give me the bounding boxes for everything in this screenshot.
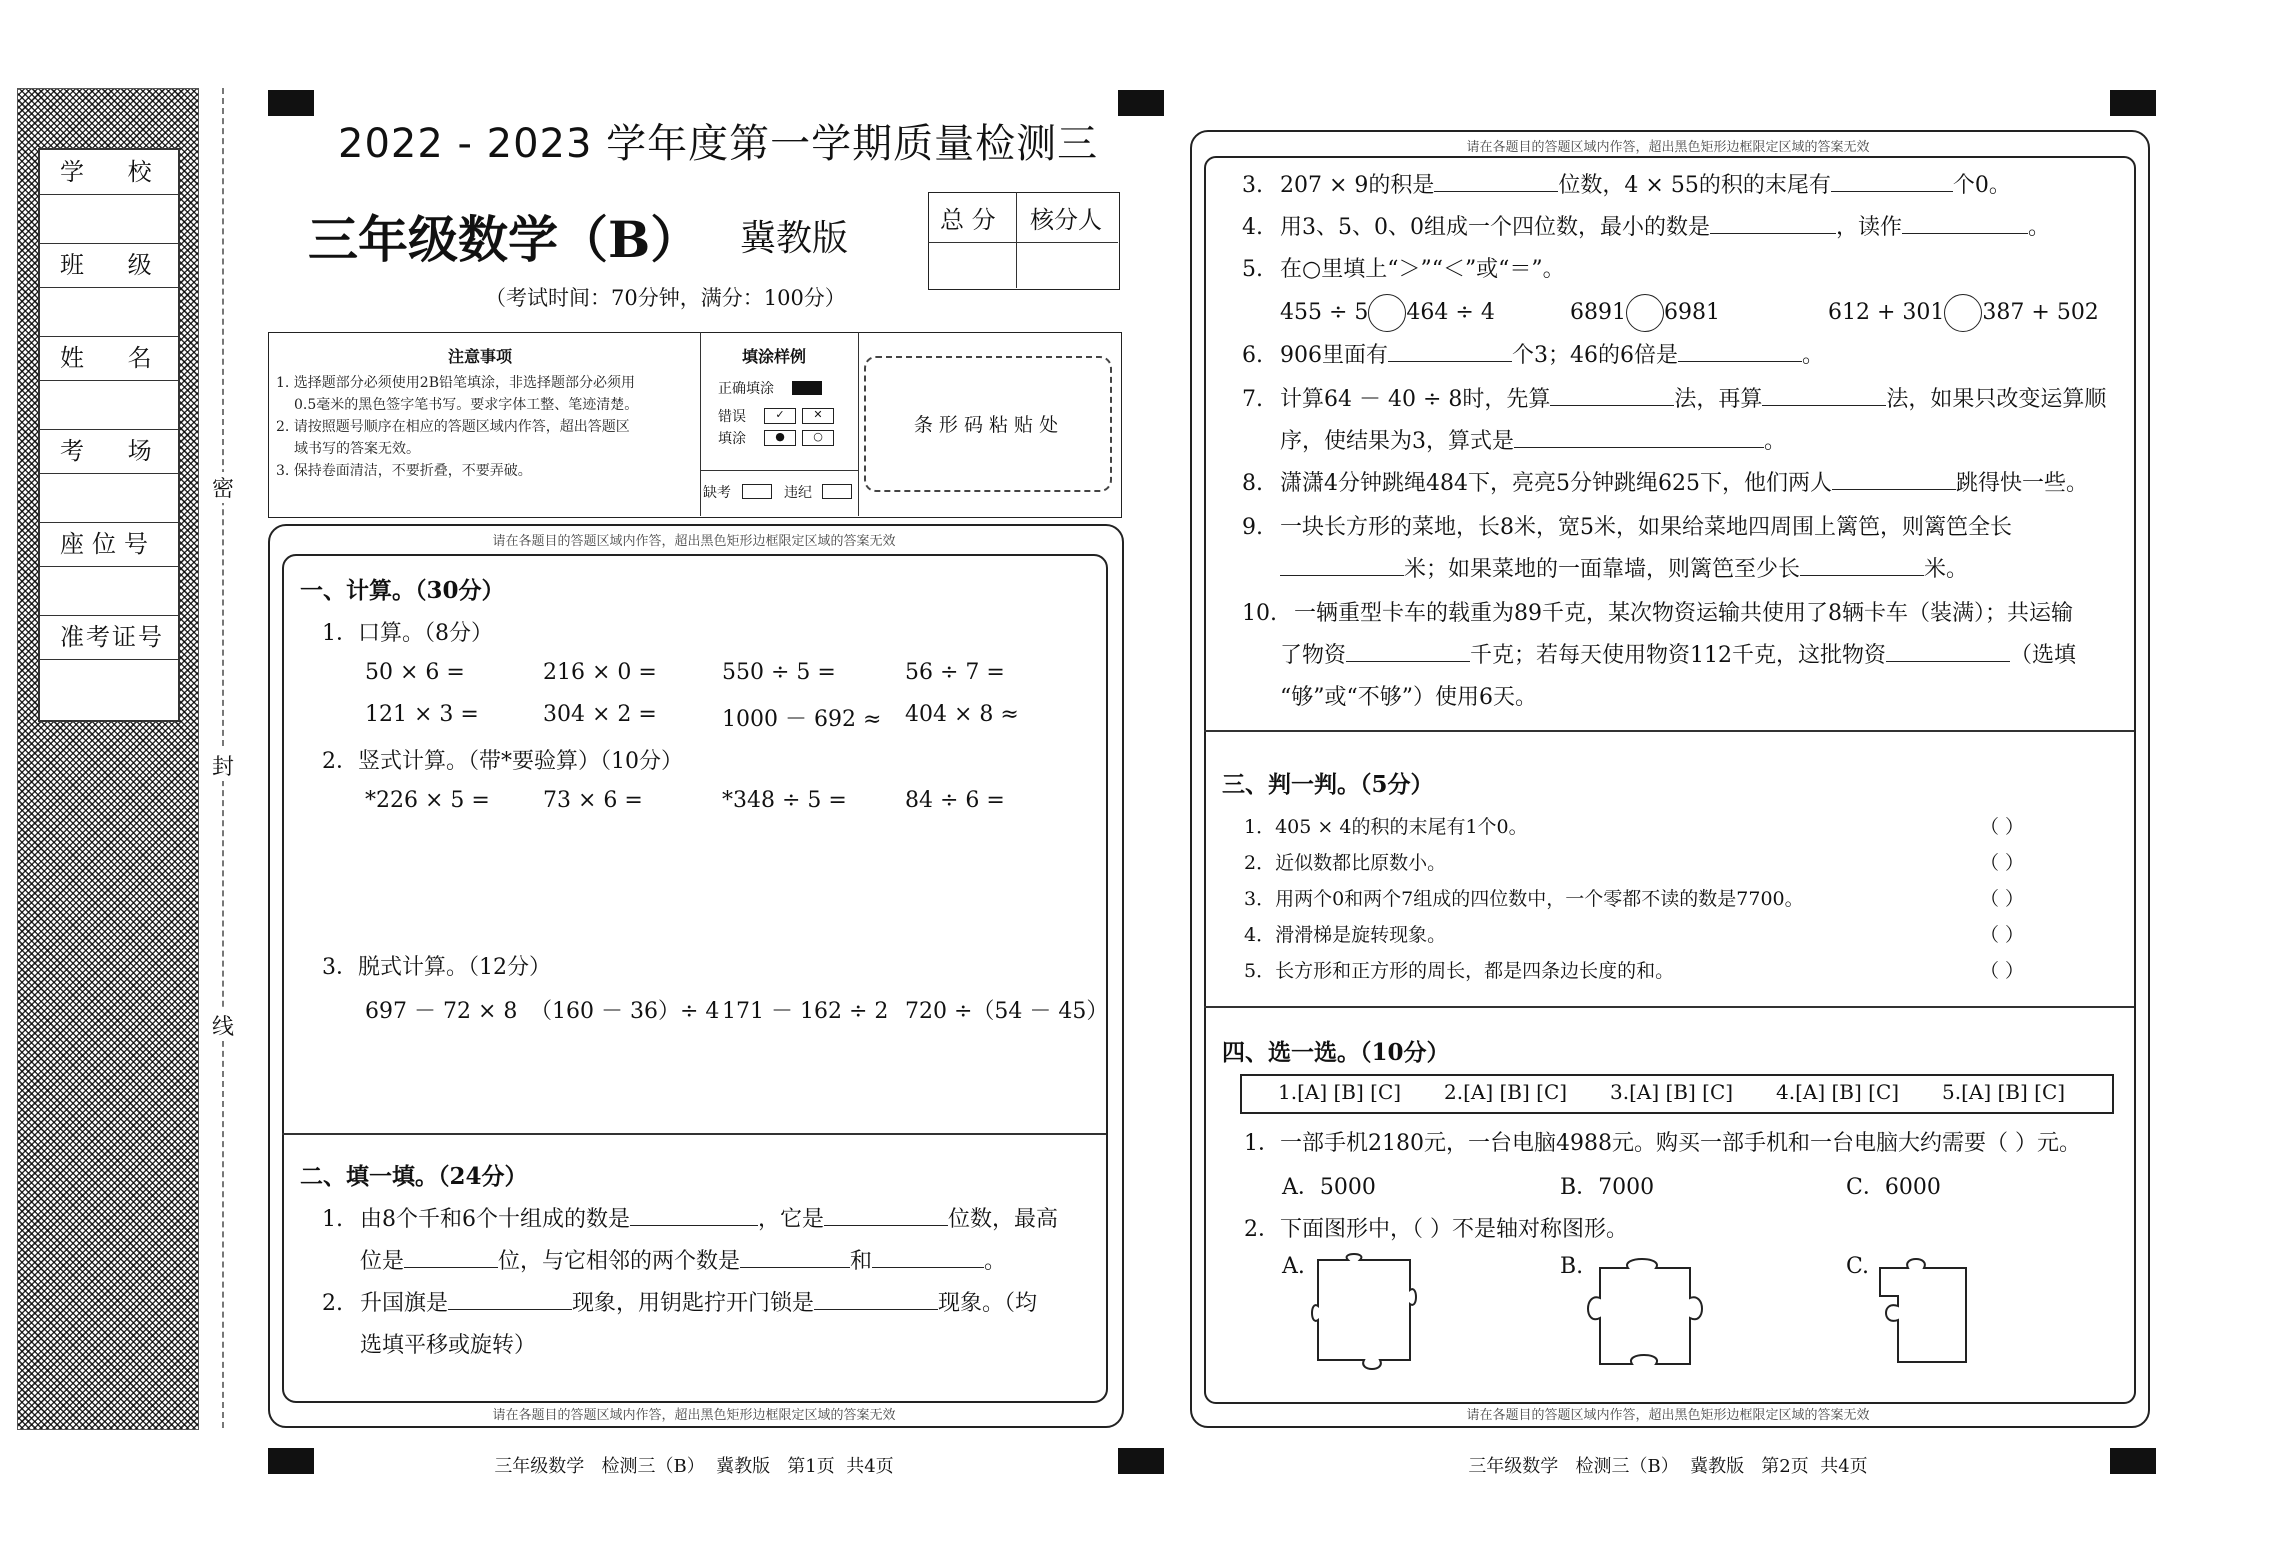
notice-item: 2. 请按照题号顺序在相应的答题区域内作答，超出答题区 xyxy=(276,419,630,435)
notice-item: 0.5毫米的黑色签字笔书写。要求字体工整、笔迹清楚。 xyxy=(294,397,639,413)
q2-title: 2．竖式计算。（带*要验算）（10分） xyxy=(322,749,683,774)
vertical-calc: *226 × 5 = xyxy=(365,788,490,813)
vertical-calc: *348 ÷ 5 = xyxy=(722,788,847,813)
notice-item: 1. 选择题部分必须使用2B铅笔填涂，非选择题部分必须用 xyxy=(276,375,636,391)
info-label-name: 姓 名 xyxy=(40,336,178,381)
oral-calc: 50 × 6 = xyxy=(365,660,465,685)
answer-bubble-group[interactable]: 4.[A] [B] [C] xyxy=(1776,1080,1900,1104)
violation-box[interactable] xyxy=(822,484,852,499)
exam-time-info: （考试时间：70分钟，满分：100分） xyxy=(485,286,846,310)
q-text: 现象。（均 xyxy=(938,1291,1038,1316)
exam-title: 2022 - 2023 学年度第一学期质量检测三 xyxy=(338,121,1099,167)
answer-blank[interactable] xyxy=(1886,643,2010,662)
answer-blank[interactable] xyxy=(1514,429,1764,448)
answer-blank[interactable] xyxy=(1710,215,1836,234)
puzzle-shape-c xyxy=(1868,1256,1978,1376)
boundary-notice: 请在各题目的答题区域内作答，超出黑色矩形边框限定区域的答案无效 xyxy=(492,1408,896,1423)
q-text: 现象，用钥匙拧开门锁是 xyxy=(572,1291,815,1316)
room-field[interactable] xyxy=(40,474,178,523)
oral-calc: 304 × 2 = xyxy=(543,702,657,727)
compare-left: 6891 xyxy=(1570,300,1626,325)
info-label-room: 考 场 xyxy=(40,429,178,474)
q-number: 8. xyxy=(1242,471,1263,496)
q-text: 计算64 － 40 ÷ 8时，先算 xyxy=(1280,387,1551,412)
page2-footer: 三年级数学 检测三（B） 冀教版 第2页 共4页 xyxy=(1468,1456,1868,1477)
step-calc: 171 － 162 ÷ 2 xyxy=(722,999,889,1024)
choice-q2-text: 2．下面图形中，（ ）不是轴对称图形。 xyxy=(1244,1217,1628,1242)
alignment-mark xyxy=(1118,1448,1164,1474)
q-text: “够”或“不够”）使用6天。 xyxy=(1280,685,1537,710)
judge-item: 2．近似数都比原数小。 xyxy=(1244,852,1447,874)
oral-calc: 550 ÷ 5 = xyxy=(722,660,836,685)
sample-title: 填涂样例 xyxy=(742,347,807,366)
choice-option: A. xyxy=(1282,1254,1305,1279)
answer-blank[interactable] xyxy=(1800,557,1924,576)
q-text: 一辆重型卡车的载重为89千克，某次物资运输共使用了8辆卡车（装满）；共运输 xyxy=(1294,601,2073,626)
q-text: 个0。 xyxy=(1952,173,2011,198)
puzzle-shape-a xyxy=(1310,1250,1420,1380)
oral-calc: 56 ÷ 7 = xyxy=(905,660,1005,685)
absent-box[interactable] xyxy=(742,484,772,499)
judge-item: 1．405 × 4的积的末尾有1个0。 xyxy=(1244,816,1528,838)
answer-blank[interactable] xyxy=(1678,343,1802,362)
choice-option: A．5000 xyxy=(1282,1175,1376,1200)
q-number: 7. xyxy=(1242,387,1263,412)
fill-q2-line2: 选填平移或旋转） xyxy=(360,1333,537,1358)
judge-answer-paren[interactable]: （ ） xyxy=(1980,852,2025,874)
q-text: 和 xyxy=(850,1249,873,1274)
q-text: 法，如果只改变运算顺 xyxy=(1886,387,2107,412)
oral-calc: 1000 － 692 ≈ xyxy=(722,707,882,732)
violation-label: 违纪 xyxy=(784,485,812,501)
fill-label: 填涂 xyxy=(718,431,746,447)
info-label-school: 学 校 xyxy=(40,150,178,195)
judge-answer-paren[interactable]: （ ） xyxy=(1980,924,2025,946)
q-text: 升国旗是 xyxy=(360,1291,449,1316)
compare-circle[interactable] xyxy=(1944,294,1982,332)
q-text: 207 × 9的积是 xyxy=(1280,173,1435,198)
student-info-box xyxy=(38,148,180,722)
q-number: 2. xyxy=(322,1291,343,1316)
q-text: 法，再算 xyxy=(1674,387,1763,412)
answer-blank[interactable] xyxy=(1280,557,1404,576)
boundary-notice: 请在各题目的答题区域内作答，超出黑色矩形边框限定区域的答案无效 xyxy=(492,534,896,549)
answer-bubble-group[interactable]: 3.[A] [B] [C] xyxy=(1610,1080,1734,1104)
choice-q1-text: 1．一部手机2180元，一台电脑4988元。购买一部手机和一台电脑大约需要（ ）元。 xyxy=(1244,1131,2081,1156)
section2-title: 二、填一填。（24分） xyxy=(300,1163,528,1190)
answer-blank[interactable] xyxy=(824,1207,948,1226)
q-text: 由8个千和6个十组成的数是 xyxy=(360,1207,630,1232)
choice-option: B．7000 xyxy=(1560,1175,1655,1200)
section1-title: 一、计算。（30分） xyxy=(300,577,505,604)
choice-option: B. xyxy=(1560,1254,1584,1279)
answer-blank[interactable] xyxy=(1346,643,1470,662)
notice-item: 域书写的答案无效。 xyxy=(294,441,420,457)
q-text: 。 xyxy=(984,1249,1007,1274)
q-text: ，它是 xyxy=(758,1207,825,1232)
fill-q1-line1 xyxy=(322,1202,1058,1233)
q-text: 一块长方形的菜地，长8米，宽5米，如果给菜地四周围上篱笆，则篱笆全长 xyxy=(1280,515,2012,540)
oral-calc: 216 × 0 = xyxy=(543,660,657,685)
answer-blank[interactable] xyxy=(1832,471,1956,490)
info-label-class: 班 级 xyxy=(40,243,178,288)
notice-item: 3. 保持卷面清洁，不要折叠，不要弄破。 xyxy=(276,463,532,479)
compare-left: 612 + 301 xyxy=(1828,300,1945,325)
q-text: 。 xyxy=(1802,343,1825,368)
oral-calc: 121 × 3 = xyxy=(365,702,479,727)
step-calc: （160 － 36）÷ 4 xyxy=(530,999,720,1024)
alignment-mark xyxy=(268,90,314,116)
q-text: 位是 xyxy=(360,1249,405,1274)
answer-blank[interactable] xyxy=(872,1249,984,1268)
answer-blank[interactable] xyxy=(1550,387,1674,406)
q3-title: 3．脱式计算。（12分） xyxy=(322,955,551,980)
q-number: 10. xyxy=(1242,601,1277,626)
q-text: （选填 xyxy=(2010,643,2077,668)
answer-blank[interactable] xyxy=(740,1249,850,1268)
judge-item: 3．用两个0和两个7组成的四位数中，一个零都不读的数是7700。 xyxy=(1244,888,1804,910)
wrong-check-sample: ✓ xyxy=(764,408,796,424)
q-text: 千克；若每天使用物资112千克，这批物资 xyxy=(1470,643,1887,668)
q-number: 4. xyxy=(1242,215,1263,240)
answer-blank[interactable] xyxy=(1388,343,1512,362)
compare-left: 455 ÷ 5 xyxy=(1280,300,1369,325)
exam-id-field[interactable] xyxy=(40,660,178,708)
answer-blank[interactable] xyxy=(1762,387,1886,406)
compare-circle[interactable] xyxy=(1368,294,1406,332)
oral-calc: 404 × 8 ≈ xyxy=(905,702,1019,727)
barcode-label: 条 形 码 粘 贴 处 xyxy=(913,414,1059,436)
boundary-notice: 请在各题目的答题区域内作答，超出黑色矩形边框限定区域的答案无效 xyxy=(1466,1408,1870,1423)
subject-title: 三年级数学（B） xyxy=(308,210,701,269)
judge-item: 4．滑滑梯是旋转现象。 xyxy=(1244,924,1447,946)
answer-blank[interactable] xyxy=(1902,215,2028,234)
judge-answer-paren[interactable]: （ ） xyxy=(1980,960,2025,982)
edition-label: 冀教版 xyxy=(740,218,849,259)
notice-title: 注意事项 xyxy=(448,347,513,366)
vertical-calc: 84 ÷ 6 = xyxy=(905,788,1005,813)
wrong-dot-sample: ● xyxy=(764,430,796,446)
q-text: 了物资 xyxy=(1280,643,1347,668)
choice-option: C. xyxy=(1846,1254,1870,1279)
q-text: 用3、5、0、0组成一个四位数，最小的数是 xyxy=(1280,215,1710,240)
q-text: 米；如果菜地的一面靠墙，则篱笆至少长 xyxy=(1404,557,1801,582)
compare-circle[interactable] xyxy=(1626,294,1664,332)
compare-right: 464 ÷ 4 xyxy=(1406,300,1495,325)
q-text: 个3；46的6倍是 xyxy=(1512,343,1678,368)
section4-title: 四、选一选。（10分） xyxy=(1222,1039,1450,1066)
class-field[interactable] xyxy=(40,288,178,337)
puzzle-shape-b xyxy=(1580,1256,1710,1376)
alignment-mark xyxy=(2110,90,2156,116)
q-text: 在○里填上“＞”“＜”或“＝”。 xyxy=(1280,257,1565,282)
correct-fill-sample xyxy=(792,381,822,395)
seal-char-mi: 密 xyxy=(208,472,238,503)
answer-bubble-group[interactable]: 1.[A] [B] [C] xyxy=(1278,1080,1402,1104)
compare-right: 6981 xyxy=(1664,300,1720,325)
step-calc: 697 － 72 × 8 xyxy=(365,999,518,1024)
q-number: 5. xyxy=(1242,257,1263,282)
q-text: 。 xyxy=(1764,429,1787,454)
page1-footer: 三年级数学 检测三（B） 冀教版 第1页 共4页 xyxy=(494,1456,894,1477)
answer-blank[interactable] xyxy=(630,1207,758,1226)
q-text: 潇潇4分钟跳绳484下，亮亮5分钟跳绳625下，他们两人 xyxy=(1280,471,1832,496)
choice-option: C．6000 xyxy=(1846,1175,1941,1200)
judge-item: 5．长方形和正方形的周长，都是四条边长度的和。 xyxy=(1244,960,1675,982)
q1-title: 1．口算。（8分） xyxy=(322,621,493,646)
seal-char-feng: 封 xyxy=(208,750,238,781)
school-field[interactable] xyxy=(40,195,178,244)
q-text: 位数，4 × 55的积的末尾有 xyxy=(1558,173,1831,198)
q-text: 米。 xyxy=(1924,557,1969,582)
answer-bubble-group[interactable]: 5.[A] [B] [C] xyxy=(1942,1080,2066,1104)
judge-answer-paren[interactable]: （ ） xyxy=(1980,888,2025,910)
q-text: 906里面有 xyxy=(1280,343,1388,368)
q-text: 跳得快一些。 xyxy=(1955,471,2088,496)
q-text: 位，与它相邻的两个数是 xyxy=(498,1249,741,1274)
correct-fill-label: 正确填涂 xyxy=(718,381,774,397)
wrong-circle-sample: ○ xyxy=(802,430,834,446)
answer-blank[interactable] xyxy=(404,1249,498,1268)
q-text: 。 xyxy=(2028,215,2051,240)
checker-label: 核分人 xyxy=(1030,206,1102,234)
step-calc: 720 ÷（54 － 45） xyxy=(905,999,1109,1024)
q-text: 位数，最高 xyxy=(948,1207,1059,1232)
answer-blank[interactable] xyxy=(1434,173,1558,192)
wrong-label: 错误 xyxy=(718,409,746,425)
boundary-notice: 请在各题目的答题区域内作答，超出黑色矩形边框限定区域的答案无效 xyxy=(1466,140,1870,155)
answer-blank[interactable] xyxy=(814,1291,938,1310)
wrong-cross-sample: ✕ xyxy=(802,408,834,424)
q-number: 9. xyxy=(1242,515,1263,540)
q-text: 序，使结果为3，算式是 xyxy=(1280,429,1514,454)
q-text: ，读作 xyxy=(1836,215,1903,240)
q-number: 1. xyxy=(322,1207,343,1232)
answer-blank[interactable] xyxy=(448,1291,572,1310)
judge-answer-paren[interactable]: （ ） xyxy=(1980,816,2025,838)
absent-label: 缺考 xyxy=(703,485,731,501)
compare-right: 387 + 502 xyxy=(1982,300,2099,325)
answer-blank[interactable] xyxy=(1831,173,1953,192)
name-field[interactable] xyxy=(40,381,178,430)
vertical-calc: 73 × 6 = xyxy=(543,788,643,813)
info-label-exam-id: 准考证号 xyxy=(40,615,178,660)
total-score-label: 总 分 xyxy=(940,206,996,234)
seal-char-xian: 线 xyxy=(208,1010,238,1041)
seat-field[interactable] xyxy=(40,567,178,616)
q-number: 3. xyxy=(1242,173,1263,198)
info-label-seat: 座位号 xyxy=(40,522,178,567)
fill-q2-line1 xyxy=(322,1286,1037,1317)
answer-bubble-group[interactable]: 2.[A] [B] [C] xyxy=(1444,1080,1568,1104)
fill-q1-line2 xyxy=(360,1244,1006,1275)
section3-title: 三、判一判。（5分） xyxy=(1222,771,1434,798)
q-number: 6. xyxy=(1242,343,1263,368)
alignment-mark xyxy=(1118,90,1164,116)
